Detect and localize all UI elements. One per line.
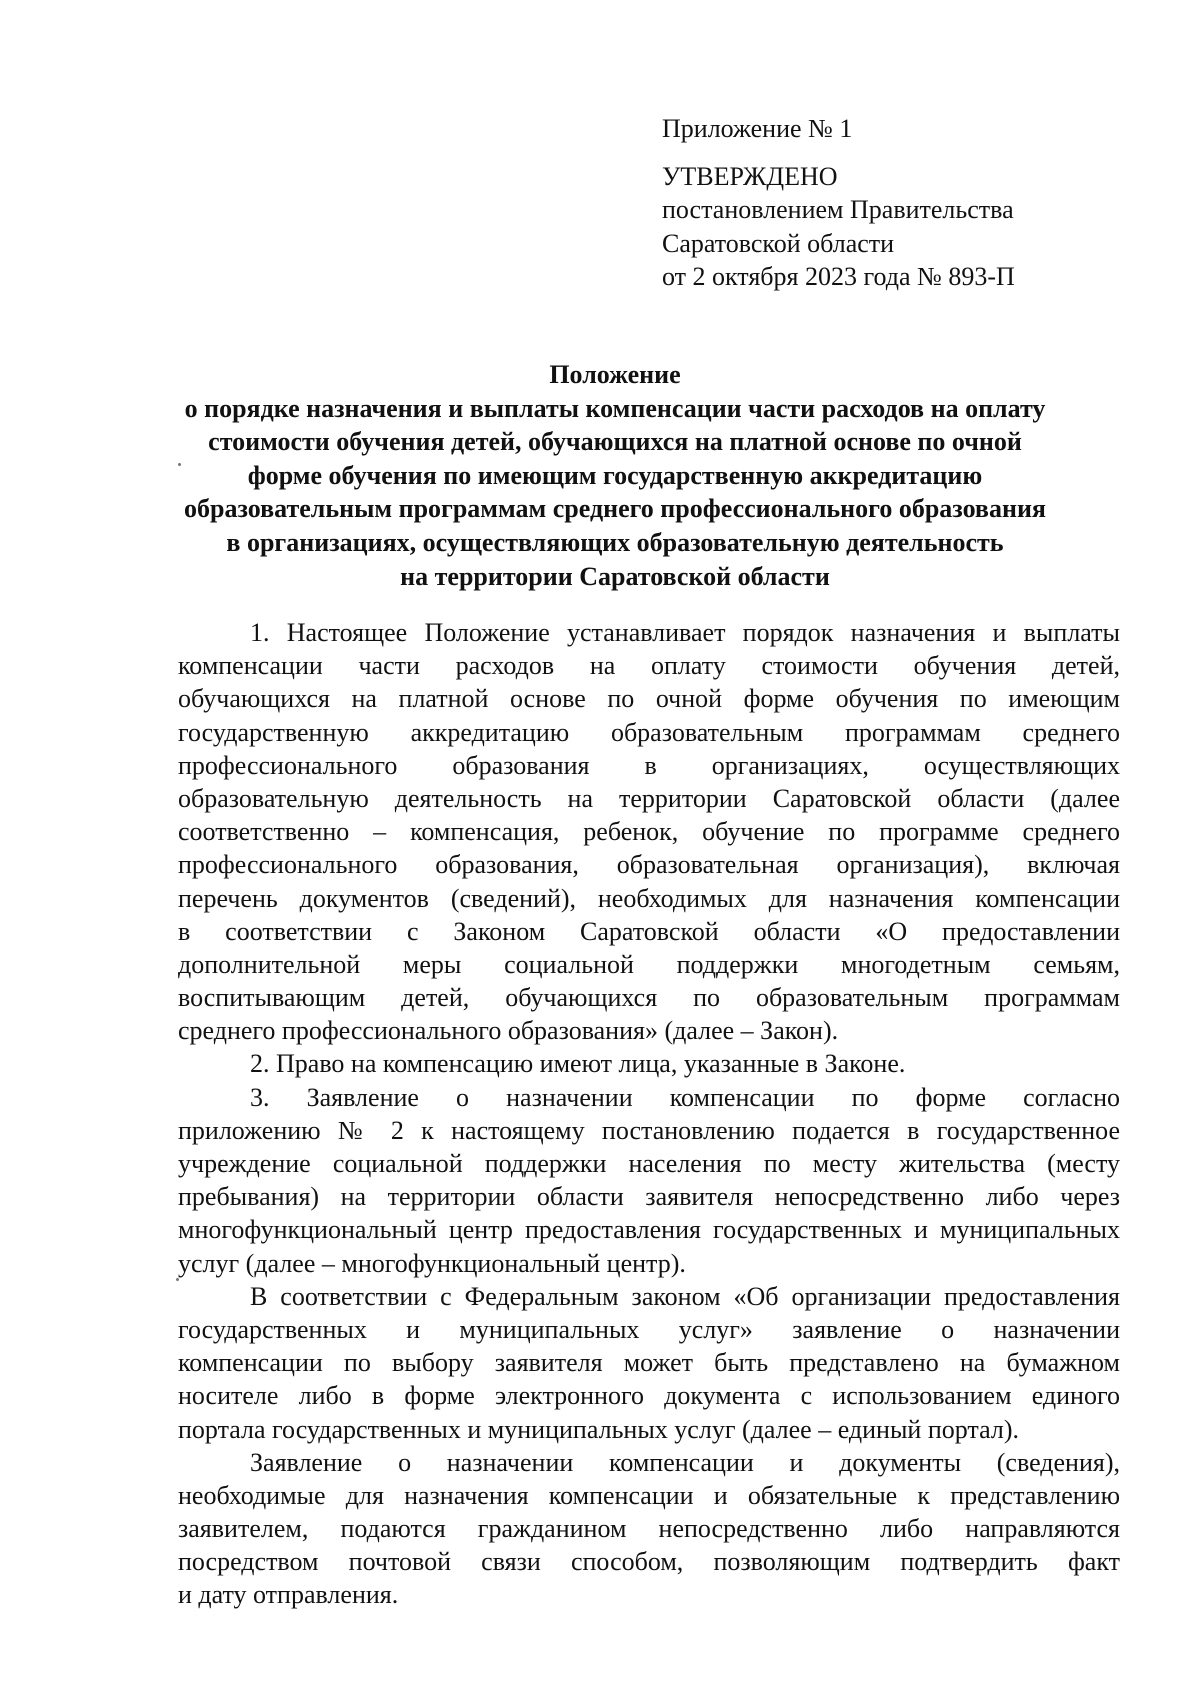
paragraph-line: компенсации части расходов на оплату стоимости обучения детей,: [178, 651, 1120, 681]
paragraph-line: носителе либо в форме электронного документа с использованием единого: [178, 1381, 1120, 1411]
paragraph-line: Заявление о назначении компенсации и документы (сведения),: [250, 1447, 1120, 1477]
paragraph-line: услуг (далее – многофункциональный центр).: [178, 1248, 686, 1278]
title-heading: Положение: [549, 360, 681, 389]
paragraph-line: перечень документов (сведений), необходимых для назначения компенсации: [178, 883, 1120, 913]
paragraph-line: многофункциональный центр предоставления государственных и муниципальных: [178, 1215, 1120, 1245]
scan-speck: [178, 463, 181, 466]
paragraph-line: профессионального образования, образовательная организация), включая: [178, 850, 1120, 880]
paragraph: [178, 1081, 1120, 1280]
paragraph: [178, 616, 1120, 1047]
title-line: форме обучения по имеющим государственную аккредитацию: [247, 460, 983, 490]
title-line: стоимости обучения детей, обучающихся на платной основе по очной: [208, 427, 1022, 457]
paragraph-line: портала государственных и муниципальных услуг (далее – единый портал).: [178, 1414, 1019, 1444]
paragraph-line: и дату отправления.: [178, 1580, 399, 1610]
paragraph-line: пребывания) на территории области заявителя непосредственно либо через: [178, 1182, 1120, 1212]
paragraph-line: приложению № 2 к настоящему постановлению подается в государственное: [178, 1115, 1120, 1145]
paragraph-line: среднего профессионального образования» (далее – Закон).: [178, 1016, 839, 1046]
document-title: [150, 358, 1080, 593]
paragraph-line: обучающихся на платной основе по очной форме обучения по имеющим: [178, 684, 1120, 714]
appendix-label: Приложение № 1: [662, 114, 853, 143]
document-body: [178, 616, 1120, 1612]
paragraph-line: государственных и муниципальных услуг» заявление о назначении: [178, 1314, 1120, 1344]
paragraph-line: соответственно – компенсация, ребенок, обучение по программе среднего: [178, 817, 1120, 847]
approved-label: УТВЕРЖДЕНО: [662, 161, 838, 191]
paragraph-line: заявителем, подаются гражданином непосредственно либо направляются: [178, 1514, 1120, 1544]
paragraph-line: 2. Право на компенсацию имеют лица, указанные в Законе.: [250, 1049, 906, 1079]
paragraph: [178, 1280, 1120, 1446]
paragraph-line: необходимые для назначения компенсации и обязательные к представлению: [178, 1480, 1120, 1510]
paragraph-line: профессионального образования в организациях, осуществляющих: [178, 750, 1120, 780]
paragraph-line: посредством почтовой связи способом, позволяющим подтвердить факт: [178, 1547, 1120, 1577]
paragraph-line: воспитывающим детей, обучающихся по образовательным программам: [178, 983, 1120, 1013]
title-line: в организациях, осуществляющих образовательную деятельность: [226, 527, 1004, 557]
paragraph-line: компенсации по выбору заявителя может быть представлено на бумажном: [178, 1348, 1120, 1378]
approval-block: [662, 112, 1092, 294]
title-line: образовательным программам среднего профессионального образования: [183, 494, 1046, 524]
scan-speck: [176, 1278, 179, 1281]
paragraph-line: 1. Настоящее Положение устанавливает порядок назначения и выплаты: [250, 618, 1120, 647]
paragraph-line: дополнительной меры социальной поддержки многодетным семьям,: [178, 949, 1120, 979]
approval-line-3: от 2 октября 2023 года № 893-П: [662, 262, 1015, 291]
paragraph-line: учреждение социальной поддержки населения по месту жительства (месту: [178, 1149, 1120, 1178]
paragraph-line: В соответствии с Федеральным законом «Об организации предоставления: [250, 1281, 1120, 1311]
paragraph-line: государственную аккредитацию образовательным программам среднего: [178, 717, 1120, 747]
title-line: на территории Саратовской области: [400, 561, 830, 591]
title-line: о порядке назначения и выплаты компенсации части расходов на оплату: [184, 393, 1046, 423]
paragraph-line: в соответствии с Законом Саратовской области «О предоставлении: [178, 916, 1120, 946]
paragraph-line: образовательную деятельность на территории Саратовской области (далее: [178, 783, 1120, 813]
approval-line-2: Саратовской области: [662, 228, 895, 258]
paragraph: [178, 1446, 1120, 1612]
approval-line-1: постановлением Правительства: [662, 195, 1014, 224]
paragraph-line: 3. Заявление о назначении компенсации по форме согласно: [250, 1082, 1120, 1112]
paragraph: [178, 1047, 1120, 1080]
